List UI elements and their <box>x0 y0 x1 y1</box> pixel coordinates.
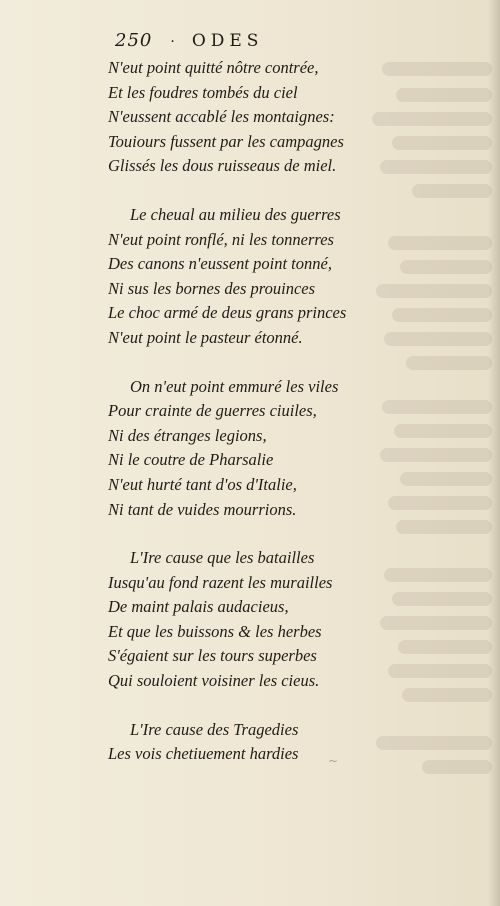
stanza-opening-line: L'Ire cause des Tragedies <box>130 719 299 739</box>
verse-line: N'eut point quitté nôtre contrée, <box>108 58 319 77</box>
bleed-through-line <box>382 62 492 76</box>
bleed-through-line <box>392 136 492 150</box>
verse-line: Ni tant de vuides mourrions. <box>108 499 297 519</box>
bleed-through-line <box>392 592 492 606</box>
bleed-through-line <box>394 424 492 438</box>
verse-line: Iusqu'au fond razent les murailles <box>108 572 333 592</box>
verse-line: Et que les buissons & les herbes <box>108 621 322 641</box>
verse-line: Ni des étranges legions, <box>108 425 267 445</box>
stanza-5 <box>108 718 346 767</box>
bleed-through-line <box>380 448 492 462</box>
bleed-through-line <box>388 664 492 678</box>
verse-line: S'égaient sur les tours superbes <box>108 646 317 666</box>
verse-line: N'eut point le pasteur étonné. <box>108 327 303 347</box>
stanza-3 <box>108 375 346 523</box>
verse-line: N'eut point ronflé, ni les tonnerres <box>108 229 334 249</box>
bleed-through-line <box>372 112 492 126</box>
verse-line: Ni sus les bornes des prouinces <box>108 278 316 298</box>
poem-body <box>108 56 346 767</box>
stanza-4 <box>108 546 346 694</box>
bleed-through-line <box>402 688 492 702</box>
verse-line: N'eussent accablé les montaignes: <box>108 107 335 127</box>
verse-line: Les vois chetiuement hardies <box>108 744 299 764</box>
bleed-through-line <box>400 260 492 274</box>
bleed-through-line <box>396 520 492 534</box>
bleed-through-line <box>382 400 492 414</box>
bleed-through-line <box>398 640 492 654</box>
bleed-through-line <box>406 356 492 370</box>
stanza-opening-line: On n'eut point emmuré les viles <box>130 376 339 396</box>
bleed-through-line <box>396 88 492 102</box>
bleed-through-text <box>350 0 500 906</box>
verse-line: Pour crainte de guerres ciuiles, <box>108 401 317 421</box>
verse-line: N'eut hurté tant d'os d'Italie, <box>108 474 297 494</box>
verse-line: Le choc armé de deus grans princes <box>108 303 347 323</box>
bleed-through-line <box>376 284 492 298</box>
bleed-through-line <box>392 308 492 322</box>
running-title: ODES <box>191 31 264 51</box>
page-number: 250 <box>115 30 153 51</box>
stanza-1 <box>108 56 346 179</box>
ink-smudge: ~ <box>328 754 339 768</box>
bleed-through-line <box>384 568 492 582</box>
page-fold-shadow <box>488 0 500 906</box>
bleed-through-line <box>412 184 492 198</box>
verse-line: Touiours fussent par les campagnes <box>108 131 344 151</box>
verse-line: Et les foudres tombés du ciel <box>108 82 298 102</box>
verse-line: Qui souloient voisiner les cieus. <box>108 671 320 691</box>
header-separator: · <box>170 34 176 50</box>
bleed-through-line <box>388 236 492 250</box>
bleed-through-line <box>388 496 492 510</box>
stanza-opening-line: Le cheual au milieu des guerres <box>130 204 341 224</box>
bleed-through-line <box>380 616 492 630</box>
bleed-through-line <box>384 332 492 346</box>
verse-line: Des canons n'eussent point tonné, <box>108 254 332 274</box>
bleed-through-line <box>422 760 492 774</box>
bleed-through-line <box>400 472 492 486</box>
stanza-2 <box>108 203 346 351</box>
verse-line: Ni le coutre de Pharsalie <box>108 450 274 470</box>
running-header <box>115 30 263 51</box>
bleed-through-line <box>380 160 492 174</box>
bleed-through-line <box>376 736 492 750</box>
verse-line: De maint palais audacieus, <box>108 597 289 617</box>
verse-line: Glissés les dous ruisseaus de miel. <box>108 156 337 176</box>
stanza-opening-line: L'Ire cause que les batailles <box>130 548 315 568</box>
